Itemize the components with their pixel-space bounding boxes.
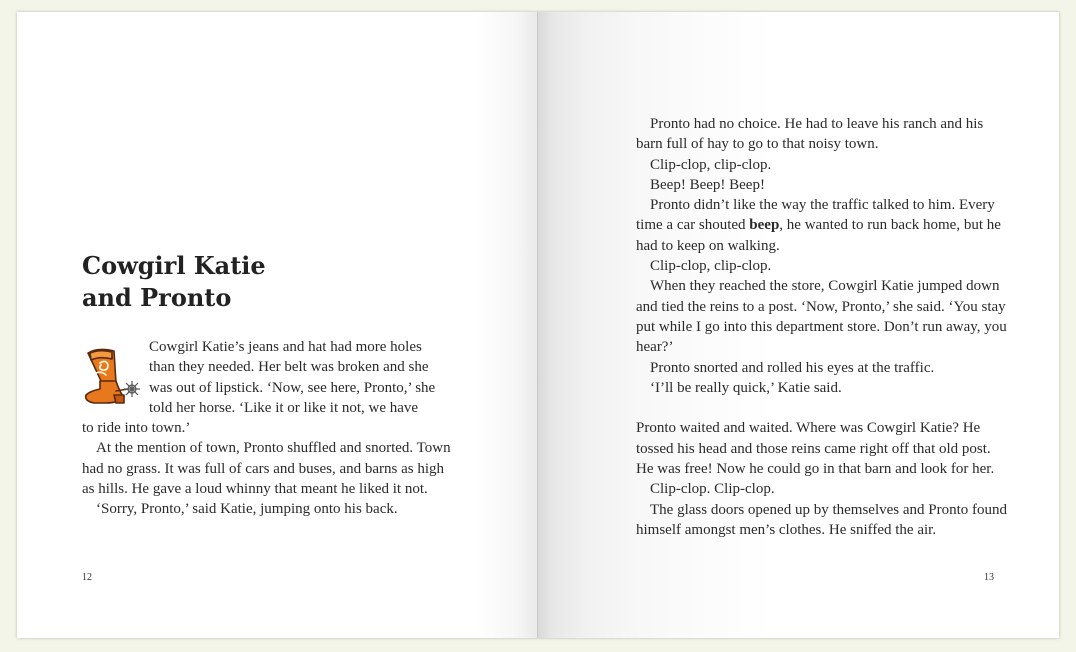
- paragraph: ‘Sorry, Pronto,’ said Katie, jumping onto his back.: [96, 501, 398, 518]
- paragraph: ‘I’ll be really quick,’ Katie said.: [650, 379, 842, 396]
- paragraph-line: Cowgirl Katie’s jeans and hat had more holes: [149, 339, 422, 355]
- paragraph: Clip-clop. Clip-clop.: [650, 481, 775, 498]
- book-spread: [17, 12, 1059, 638]
- bold-word: beep: [749, 217, 780, 234]
- paragraph: At the mention of town, Pronto shuffled and snorted. Town had no grass. It was full of cars and buses, and barns as high as hills. He gave a loud whinny that meant he liked it not.: [82, 440, 451, 498]
- paragraph-text: Pronto didn’t like the way the traffic talked to him. Every time a car shouted: [636, 197, 995, 234]
- story-title: [82, 250, 266, 314]
- paragraph: Clip-clop, clip-clop.: [650, 156, 772, 173]
- paragraph: Beep! Beep! Beep!: [650, 176, 765, 193]
- paragraph-line: was out of lipstick. ‘Now, see here, Pronto,’ she: [149, 379, 436, 396]
- paragraph-line: than they needed. Her belt was broken and she: [149, 359, 429, 376]
- paragraph: Pronto snorted and rolled his eyes at the traffic.: [650, 359, 935, 376]
- left-page: [17, 12, 538, 638]
- paragraph: The glass doors opened up by themselves and Pronto found himself amongst men’s clothes. He sniffed the air.: [636, 501, 1008, 538]
- page-number-right: 13: [984, 572, 994, 583]
- paragraph-line: to ride into town.’: [82, 420, 191, 437]
- right-body-text: [636, 114, 1011, 540]
- paragraph: Clip-clop, clip-clop.: [650, 258, 772, 275]
- paragraph: When they reached the store, Cowgirl Katie jumped down and tied the reins to a post. ‘Now, Pronto,’ she said. ‘You stay put while I go into this department store. Don’t run away, you hear?’: [636, 278, 1007, 356]
- right-page: [538, 12, 1059, 638]
- story-title-line1: Cowgirl Katie: [82, 251, 266, 280]
- paragraph-line: told her horse. ‘Like it or like it not, we have: [149, 399, 419, 416]
- paragraph: Pronto waited and waited. Where was Cowgirl Katie? He tossed his head and those reins came right off that old post. He was free! Now he could go in that barn and look for her.: [636, 420, 995, 478]
- paragraph-text: , he wanted to run back home, but he had to keep on walking.: [636, 217, 1001, 254]
- paragraph: Pronto had no choice. He had to leave his ranch and his barn full of hay to go to that noisy town.: [636, 116, 984, 153]
- paragraph: [636, 195, 1011, 256]
- left-body-text: [82, 337, 454, 520]
- story-title-line2: and Pronto: [82, 283, 232, 312]
- page-number-left: 12: [82, 572, 92, 583]
